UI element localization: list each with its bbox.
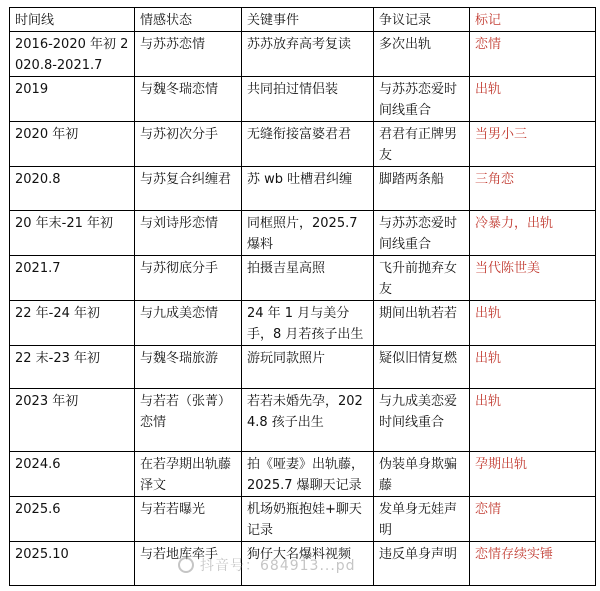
cell-time: 2020.8: [10, 167, 135, 211]
cell-event: 苏 wb 吐槽君纠缠: [242, 167, 374, 211]
table-row: [10, 256, 596, 301]
cell-time: 22 年-24 年初: [10, 301, 135, 346]
table-row: [10, 211, 596, 256]
cell-event: 共同拍过情侣装: [242, 77, 374, 122]
cell-dispute: 疑似旧情复燃: [374, 346, 470, 389]
cell-status: 与苏初次分手: [135, 122, 242, 167]
cell-tag: 恋情: [470, 32, 596, 77]
cell-event: 狗仔大名爆料视频: [242, 542, 374, 586]
cell-status: 与魏冬瑞旅游: [135, 346, 242, 389]
cell-event: 同框照片，2025.7 爆料: [242, 211, 374, 256]
table-row: [10, 346, 596, 389]
header-event: 关键事件: [242, 8, 374, 32]
table-row: [10, 389, 596, 452]
cell-dispute: 与九成美恋爱时间线重合: [374, 389, 470, 452]
douyin-logo-icon: [178, 557, 194, 573]
cell-tag: 出轨: [470, 346, 596, 389]
cell-dispute: 与苏苏恋爱时间线重合: [374, 77, 470, 122]
cell-time: 2016-2020 年初 2020.8-2021.7: [10, 32, 135, 77]
table-header-row: [10, 8, 596, 32]
cell-time: 2019: [10, 77, 135, 122]
cell-event: 苏苏放弃高考复读: [242, 32, 374, 77]
cell-time: 2021.7: [10, 256, 135, 301]
cell-dispute: 发单身无娃声明: [374, 497, 470, 542]
cell-tag: 出轨: [470, 301, 596, 346]
cell-tag: 恋情: [470, 497, 596, 542]
cell-time: 20 年末-21 年初: [10, 211, 135, 256]
cell-event: 拍摄吉星高照: [242, 256, 374, 301]
cell-time: 2025.10: [10, 542, 135, 586]
cell-event: 若若未婚先孕，2024.8 孩子出生: [242, 389, 374, 452]
table-row: [10, 77, 596, 122]
cell-time: 2024.6: [10, 452, 135, 497]
cell-status: 在若孕期出轨藤泽文: [135, 452, 242, 497]
cell-time: 2025.6: [10, 497, 135, 542]
cell-time: 22 末-23 年初: [10, 346, 135, 389]
table-row: [10, 167, 596, 211]
cell-tag: 当代陈世美: [470, 256, 596, 301]
cell-event: 无缝衔接富婆君君: [242, 122, 374, 167]
cell-status: 与九成美恋情: [135, 301, 242, 346]
cell-event: 游玩同款照片: [242, 346, 374, 389]
watermark-text: 抖音号：684913...pd: [200, 558, 356, 574]
cell-dispute: 飞升前抛弃女友: [374, 256, 470, 301]
cell-status: 与若若曝光: [135, 497, 242, 542]
cell-tag: 冷暴力，出轨: [470, 211, 596, 256]
cell-status: 与刘诗彤恋情: [135, 211, 242, 256]
cell-tag: 当男小三: [470, 122, 596, 167]
cell-tag: 出轨: [470, 389, 596, 452]
header-tag: 标记: [470, 8, 596, 32]
cell-dispute: 君君有正牌男友: [374, 122, 470, 167]
cell-status: 与若地库牵手: [135, 542, 242, 586]
cell-tag: 孕期出轨: [470, 452, 596, 497]
table-row: [10, 122, 596, 167]
cell-time: 2023 年初: [10, 389, 135, 452]
cell-dispute: 期间出轨若若: [374, 301, 470, 346]
cell-tag: 三角恋: [470, 167, 596, 211]
header-status: 情感状态: [135, 8, 242, 32]
table-row: [10, 497, 596, 542]
cell-status: 与魏冬瑞恋情: [135, 77, 242, 122]
cell-dispute: 伪装单身欺骗藤: [374, 452, 470, 497]
cell-status: 与苏彻底分手: [135, 256, 242, 301]
cell-tag: 出轨: [470, 77, 596, 122]
cell-tag: 恋情存续实锤: [470, 542, 596, 586]
cell-dispute: 违反单身声明: [374, 542, 470, 586]
cell-event: 机场奶瓶抱娃+聊天记录: [242, 497, 374, 542]
watermark: [178, 555, 356, 575]
cell-event: 拍《哑妻》出轨藤，2025.7 爆聊天记录: [242, 452, 374, 497]
cell-dispute: 与苏苏恋爱时间线重合: [374, 211, 470, 256]
cell-status: 与苏复合纠缠君: [135, 167, 242, 211]
cell-dispute: 脚踏两条船: [374, 167, 470, 211]
cell-dispute: 多次出轨: [374, 32, 470, 77]
cell-event: 24 年 1 月与美分手，8 月若孩子出生: [242, 301, 374, 346]
timeline-table: [9, 7, 596, 586]
cell-status: 与若若（张菁）恋情: [135, 389, 242, 452]
header-time: 时间线: [10, 8, 135, 32]
cell-time: 2020 年初: [10, 122, 135, 167]
cell-status: 与苏苏恋情: [135, 32, 242, 77]
table-row: [10, 452, 596, 497]
table-row: [10, 32, 596, 77]
header-dispute: 争议记录: [374, 8, 470, 32]
table-row: [10, 301, 596, 346]
